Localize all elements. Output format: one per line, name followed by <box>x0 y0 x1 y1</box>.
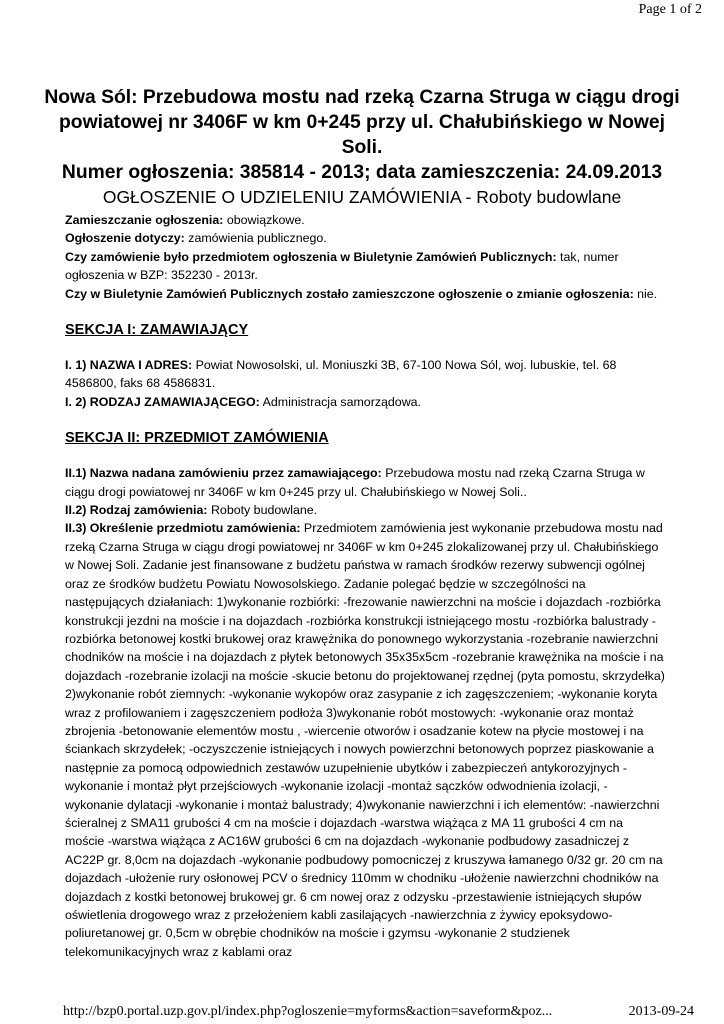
intro-line <box>65 211 665 229</box>
item-value: Przedmiotem zamówienia jest wykonanie przebudowa mostu nad rzeką Czarna Struga w ciągu drogi powiatowej nr 3406F w km 0+245 zlokalizowanej przy ul. Chałubińskiego w Nowej Soli. Zadanie jest finansowane z budżetu państwa w ramach środków rezerwy subwencji ogólnej oraz ze środków budżetu Powiatu Nowosolskiego. Zadanie polegać będzie w szczególności na następujących działaniach: 1)wykonanie rozbiórki: -frezowanie nawierzchni na moście i dojazdach -rozbiórka konstrukcji jezdni na moście i na dojazdach -rozbiórka konstrukcji istniejącego mostu -rozbiórka balustrady - rozbiórka betonowej kostki brukowej oraz krawężnika do ponownego wykorzystania -rozebranie nawierzchni chodników na moście i na dojazdach z płytek betonowych 35x35x5cm -rozebranie krawężnika na moście i na dojazdach -rozebranie izolacji na moście -skucie betonu do projektowanej rzędnej (pyta pomostu, skrzydełka) 2)wykonanie robót ziemnych: -wykonanie wykopów oraz zasypanie z ich zagęszczeniem; -wykonanie koryta wraz z profilowaniem i zagęszczeniem podłoża 3)wykonanie robót mostowych: -wykonanie oraz montaż zbrojenia -betonowanie elementów mostu , -wiercenie otworów i osadzanie kotew na płycie mostowej i na ściankach skrzydełek; -oczyszczenie istniejących i nowych powierzchni betonowych poprzez piaskowanie a następnie za pomocą odpowiednich zestawów uzupełnienie ubytków i zabezpieczeń antykorozyjnych - wykonanie i montaż płyt przejściowych -wykonanie izolacji -montaż sączków odwodnienia izolacji, -wykonanie dylatacji -wykonanie i montaż balustrady; 4)wykonanie nawierzchni i ich elementów: -nawierzchni ścieralnej z SMA11 grubości 4 cm na moście i dojazdach -warstwa wiążąca z MA 11 grubości 4 cm na moście -warstwa wiążąca z AC16W grubości 6 cm na dojazdach -wykonanie podbudowy zasadniczej z AC22P gr. 8,0cm na dojazdach -wykonanie podbudowy pomocniczej z kruszywa łamanego 0/32 gr. 20 cm na dojazdach -ułożenie rury osłonowej PCV o średnicy 110mm w chodniku -ułożenie nawierzchni chodników na dojazdach z kostki betonowej brukowej gr. 6 cm nowej oraz z odzysku -przestawienie istniejących słupów oświetlenia drogowego wraz z przełożeniem kabli zasilających -nawierzchnia z żywicy epoksydowo-poliuretanowej gr. 0,5cm w obrębie chodników na moście i gzymsu -wykonanie 2 studzienek telekomunikacyjnych wraz z kablami oraz <box>65 521 665 959</box>
section-2-item <box>65 501 665 519</box>
intro-label: Zamieszczanie ogłoszenia: <box>65 213 224 227</box>
title-main: Nowa Sól: Przebudowa mostu nad rzeką Czarna Struga w ciągu drogi powiatowej nr 3406F w km 0+245 przy ul. Chałubińskiego w Nowej Soli. <box>44 87 680 158</box>
intro-label: Czy w Biuletynie Zamówień Publicznych zostało zamieszczone ogłoszenie o zmianie ogłoszenia: <box>65 286 634 301</box>
page-number: Page 1 of 2 <box>638 2 702 17</box>
item-value: Powiat Nowosolski, ul. Moniuszki 3B, 67-100 Nowa Sól, woj. lubuskie, tel. 68 4586800, faks 68 4586831. <box>65 358 617 391</box>
intro-line <box>65 229 665 247</box>
intro-label: Czy zamówienie było przedmiotem ogłoszenia w Biuletynie Zamówień Publicznych: <box>65 249 557 264</box>
intro-value: tak, numer ogłoszenia w BZP: 352230 - 2013r. <box>65 249 619 283</box>
section-2-body <box>65 464 665 961</box>
intro-value: obowiązkowe. <box>223 213 305 227</box>
item-value: Roboty budowlane. <box>207 503 318 518</box>
title-subtitle: OGŁOSZENIE O UDZIELENIU ZAMÓWIENIA - Roboty budowlane <box>102 187 622 207</box>
section-1-title: SEKCJA I: ZAMAWIAJĄCY <box>65 322 249 339</box>
item-label: II.2) Rodzaj zamówienia: <box>65 503 208 518</box>
section-1-item <box>65 393 665 411</box>
document-body <box>65 211 665 961</box>
title-numbers: Numer ogłoszenia: 385814 - 2013; data zamieszczenia: 24.09.2013 <box>61 162 663 183</box>
section-2-item <box>65 519 665 961</box>
item-value: Administracja samorządowa. <box>259 394 421 409</box>
item-label: II.1) Nazwa nadana zamówieniu przez zamawiającego: <box>65 466 382 481</box>
document-title <box>40 85 684 210</box>
item-label: I. 1) NAZWA I ADRES: <box>65 358 193 373</box>
footer-date: 2013-09-24 <box>628 1004 694 1019</box>
intro-value: nie. <box>633 286 658 301</box>
section-1-item <box>65 356 665 393</box>
intro-line <box>65 285 665 303</box>
item-label: II.3) Określenie przedmiotu zamówienia: <box>65 521 301 536</box>
intro-label: Ogłoszenie dotyczy: <box>65 231 185 246</box>
section-2-item <box>65 464 665 501</box>
intro-value: zamówienia publicznego. <box>184 231 327 246</box>
item-label: I. 2) RODZAJ ZAMAWIAJĄCEGO: <box>65 394 260 409</box>
section-2-title: SEKCJA II: PRZEDMIOT ZAMÓWIENIA <box>65 430 329 447</box>
section-1-body <box>65 356 665 411</box>
intro-block <box>65 211 665 303</box>
item-value: Przebudowa mostu nad rzeką Czarna Struga w ciągu drogi powiatowej nr 3406F w km 0+245 przy ul. Chałubińskiego w Nowej Soli.. <box>65 466 645 499</box>
footer-url: http://bzp0.portal.uzp.gov.pl/index.php?ogloszenie=myforms&action=saveform&poz... <box>63 1004 553 1019</box>
intro-line <box>65 248 665 285</box>
